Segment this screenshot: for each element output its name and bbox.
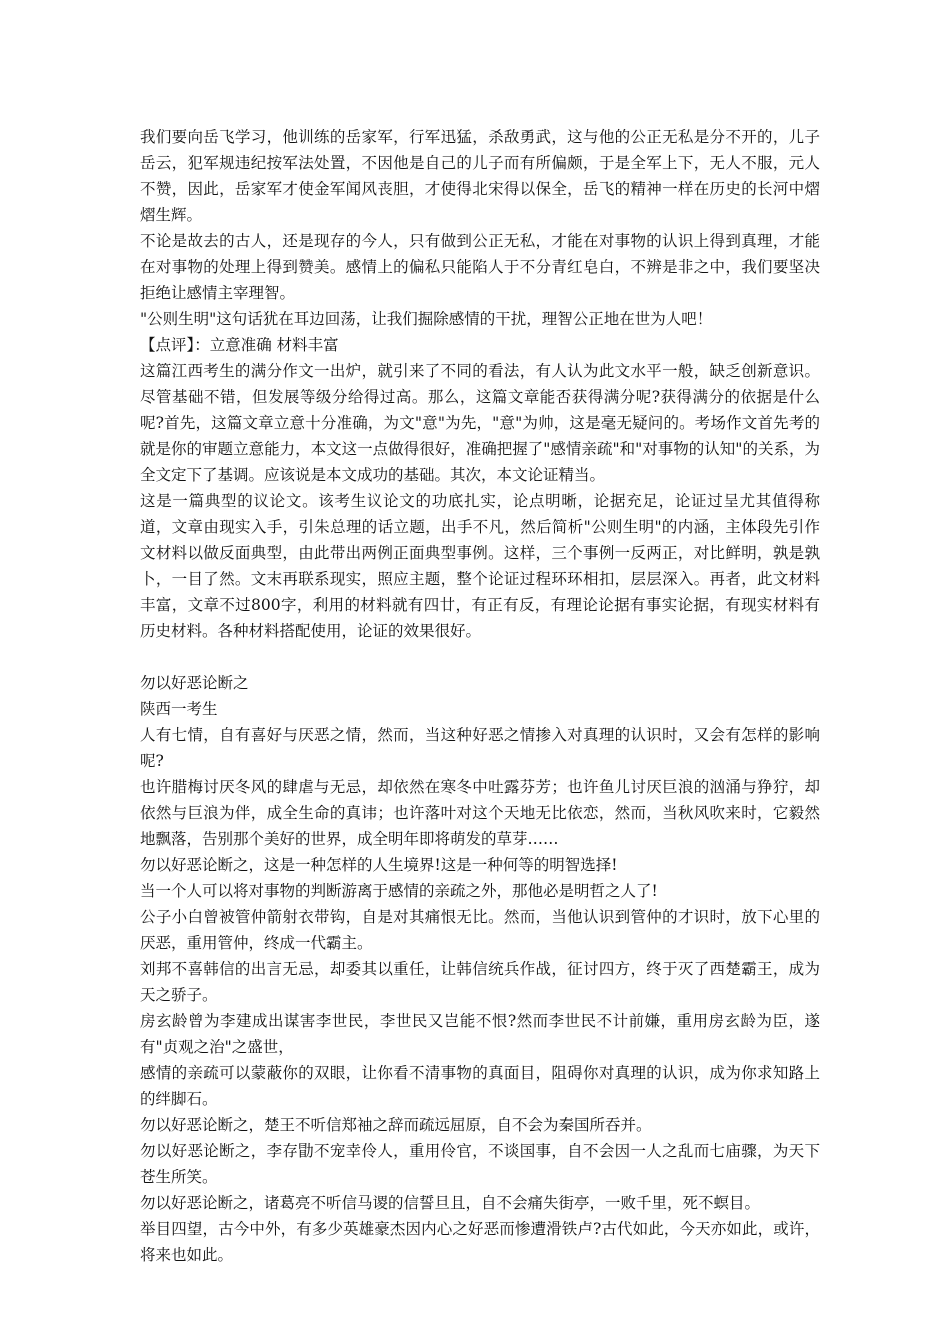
essay-paragraph-12: 举目四望，古今中外，有多少英雄豪杰因内心之好恶而惨遭滑铁卢?古代如此，今天亦如此，或许，将来也如此。 [140,1220,820,1264]
essay-paragraph-1: 人有七情，自有喜好与厌恶之情，然而，当这种好恶之情掺入对真理的认识时，又会有怎样的影响呢? [140,726,820,770]
paragraph-impartiality: 不论是故去的古人，还是现存的今人，只有做到公正无私，才能在对事物的认识上得到真理，才能在对事物的处理上得到赞美。感情上的偏私只能陷人于不分青红皂白，不辨是非之中，我们要坚决拒绝让感情主宰理智。 [140,232,820,302]
paragraph-yuefei: 我们要向岳飞学习，他训练的岳家军，行军迅猛，杀敌勇武，这与他的公正无私是分不开的，儿子岳云，犯军规违纪按军法处置，不因他是自己的儿子而有所偏颇，于是全军上下，无人不服，元人不赞，因此，岳家军才使金军闻风丧胆，才使得北宋得以保全，岳飞的精神一样在历史的长河中熠熠生辉。 [140,128,820,224]
essay-paragraph-8: 感情的亲疏可以蒙蔽你的双眼，让你看不清事物的真面目，阻碍你对真理的认识，成为你求知路上的绊脚石。 [140,1064,820,1108]
essay-paragraph-5: 公子小白曾被管仲箭射衣带钩，自是对其痛恨无比。然而，当他认识到管仲的才识时，放下心里的厌恶，重用管仲，终成一代霸主。 [140,908,820,952]
essay-paragraph-7: 房玄龄曾为李建成出谋害李世民，李世民又岂能不恨?然而李世民不计前嫌，重用房玄龄为臣，遂有"贞观之治"之盛世， [140,1012,820,1056]
document-page [140,124,820,1268]
commentary-heading: 【点评】：立意准确 材料丰富 [140,336,339,354]
essay-title: 勿以好恶论断之 [140,674,249,692]
essay-author: 陕西一考生 [140,700,218,718]
essay-paragraph-6: 刘邦不喜韩信的出言无忌，却委其以重任，让韩信统兵作战，征讨四方，终于灭了西楚霸王，成为天之骄子。 [140,960,820,1004]
section-gap [140,644,820,670]
essay-paragraph-9: 勿以好恶论断之，楚王不听信郑袖之辞而疏远屈原，自不会为秦国所吞并。 [140,1116,652,1134]
essay-paragraph-2: 也许腊梅讨厌冬风的肆虐与无忌，却依然在寒冬中吐露芬芳；也许鱼儿讨厌巨浪的汹涌与狰狞，却依然与巨浪为伴，成全生命的真讳；也许落叶对这个天地无比依恋，然而，当秋风吹来时，它毅然地飘落，告别那个美好的世界，成全明年即将萌发的草芽…… [140,778,820,848]
essay-paragraph-11: 勿以好恶论断之，诸葛亮不听信马谡的信誓旦且，自不会痛失街亭，一败千里，死不螟目。 [140,1194,761,1212]
commentary-paragraph-2: 这是一篇典型的议论文。该考生议论文的功底扎实，论点明晰，论据充足，论证过呈尤其值得称道，文章由现实入手，引朱总理的话立题，出手不凡，然后简析"公则生明"的内涵，主体段先引作文材料以做反面典型，由此带出两例正面典型事例。这样，三个事例一反两正，对比鲜明，孰是孰卜，一目了然。文末再联系现实，照应主题，整个论证过程环环相扣，层层深入。再者，此文材料丰富，文章不过800字，利用的材料就有四廿，有正有反，有理论论据有事实论据，有现实材料有历史材料。各种材料搭配使用，论证的效果很好。 [140,492,820,640]
essay-paragraph-3: 勿以好恶论断之，这是一种怎样的人生境界!这是一种何等的明智选择! [140,856,618,874]
essay-paragraph-4: 当一个人可以将对事物的判断游离于感情的亲疏之外，那他必是明哲之人了! [140,882,658,900]
paragraph-quote-conclusion: "公则生明"这句话犹在耳边回荡，让我们掘除感情的干扰，理智公正地在世为人吧！ [140,310,713,328]
commentary-paragraph-1: 这篇江西考生的满分作文一出炉，就引来了不同的看法，有人认为此文水平一般，缺乏创新意识。尽管基础不错，但发展等级分给得过高。那么，这篇文章能否获得满分呢?获得满分的依据是什么呢?首先，这篇文章立意十分准确，为文"意"为先，"意"为帅，这是毫无疑问的。考场作文首先考的就是你的审题立意能力，本文这一点做得很好，准确把握了"感情亲疏"和"对事物的认知"的关系，为全文定下了基调。应该说是本文成功的基础。其次，本文论证精当。 [140,362,820,484]
essay-paragraph-10: 勿以好恶论断之，李存勖不宠幸伶人，重用伶官，不谈国事，自不会因一人之乱而七庙骤，为天下苍生所笑。 [140,1142,820,1186]
